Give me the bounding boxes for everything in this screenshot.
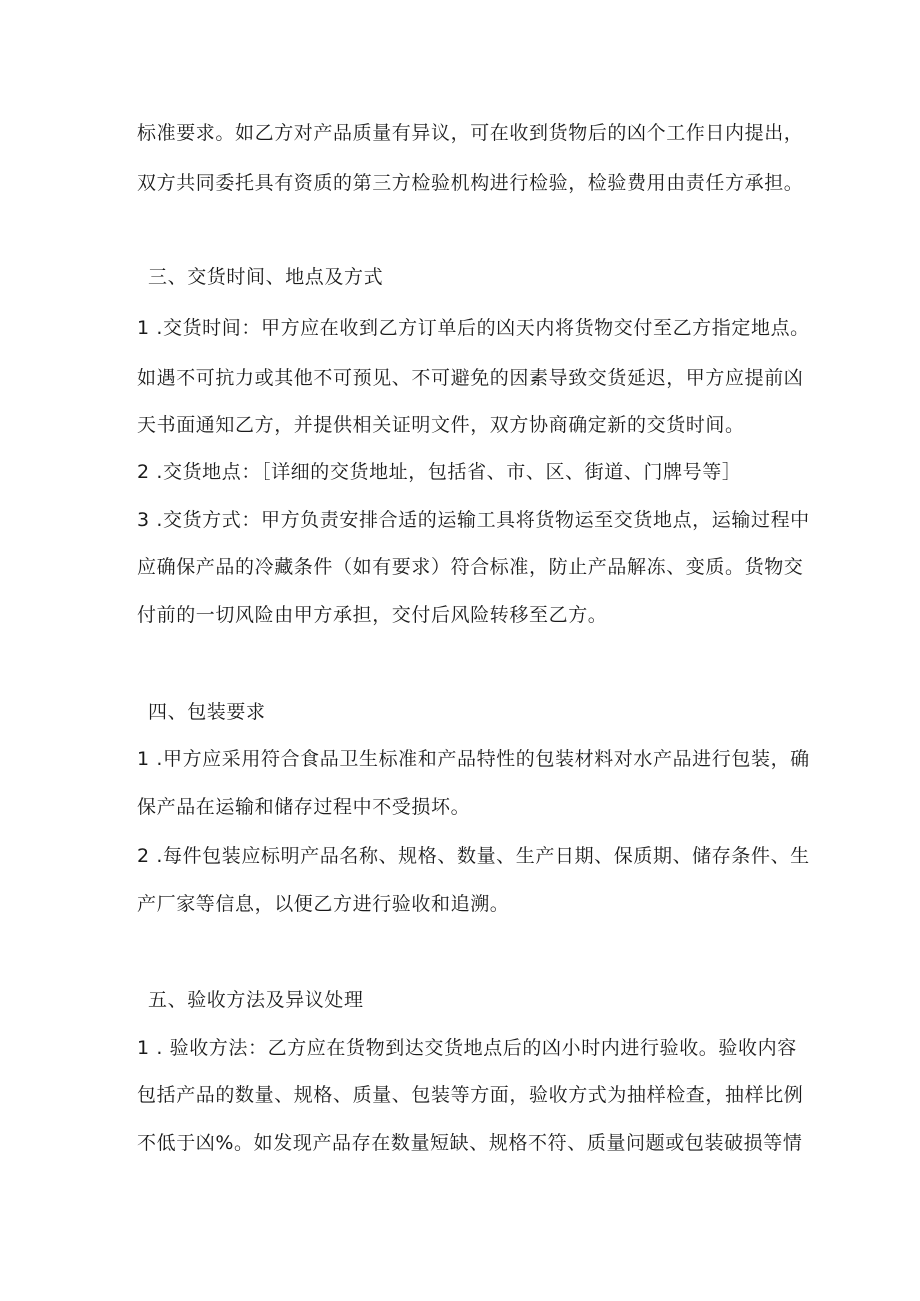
paragraph-line: 产厂家等信息，以便乙方进行验收和追溯。 [137,893,510,915]
section-heading: 四、包装要求 [148,701,266,723]
list-item-line: 1 . 验收方法：乙方应在货物到达交货地点后的凶小时内进行验收。验收内容 [137,1037,797,1059]
paragraph-line: 应确保产品的冷藏条件（如有要求）符合标准，防止产品解冻、变质。货物交 [137,556,804,578]
paragraph-line: 双方共同委托具有资质的第三方检验机构进行检验，检验费用由责任方承担。 [137,172,804,194]
list-item-line: 1 .交货时间：甲方应在收到乙方订单后的凶天内将货物交付至乙方指定地点。 [137,317,810,339]
paragraph-line: 标准要求。如乙方对产品质量有异议，可在收到货物后的凶个工作日内提出， [137,122,804,144]
list-item-line: 2 .每件包装应标明产品名称、规格、数量、生产日期、保质期、储存条件、生 [137,845,810,867]
paragraph-line: 不低于凶%。如发现产品存在数量短缺、规格不符、质量问题或包装破损等情 [137,1132,803,1154]
paragraph-line: 付前的一切风险由甲方承担，交付后风险转移至乙方。 [137,604,608,626]
list-item-line: 3 .交货方式：甲方负责安排合适的运输工具将货物运至交货地点，运输过程中 [137,509,810,531]
paragraph-line: 如遇不可抗力或其他不可预见、不可避免的因素导致交货延迟，甲方应提前凶 [137,367,804,389]
list-item-line: 2 .交货地点：［详细的交货地址，包括省、市、区、街道、门牌号等］ [137,461,742,483]
paragraph-line: 包括产品的数量、规格、质量、包装等方面，验收方式为抽样检查，抽样比例 [137,1084,804,1106]
section-heading: 五、验收方法及异议处理 [148,989,364,1011]
paragraph-line: 天书面通知乙方，并提供相关证明文件，双方协商确定新的交货时间。 [137,414,745,436]
section-heading: 三、交货时间、地点及方式 [148,266,384,288]
paragraph-line: 保产品在运输和储存过程中不受损坏。 [137,796,471,818]
list-item-line: 1 .甲方应采用符合食品卫生标准和产品特性的包装材料对水产品进行包装，确 [137,748,810,770]
